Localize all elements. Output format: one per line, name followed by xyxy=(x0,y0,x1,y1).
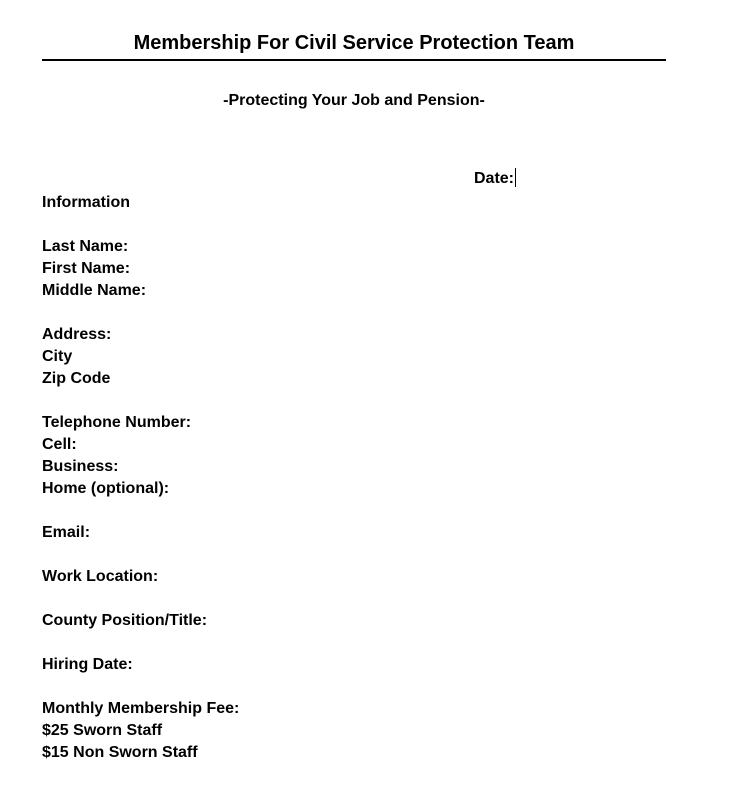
document-subtitle: -Protecting Your Job and Pension- xyxy=(223,92,485,109)
sworn-staff-fee: $25 Sworn Staff xyxy=(42,722,163,739)
document-title: Membership For Civil Service Protection Team xyxy=(42,30,666,61)
membership-fee-label: Monthly Membership Fee: xyxy=(42,700,240,717)
cell-label: Cell: xyxy=(42,436,77,453)
non-sworn-staff-fee: $15 Non Sworn Staff xyxy=(42,744,198,761)
date-field[interactable] xyxy=(474,168,516,190)
email-label: Email: xyxy=(42,524,91,541)
work-location-label: Work Location: xyxy=(42,568,159,585)
last-name-label: Last Name: xyxy=(42,238,129,255)
business-label: Business: xyxy=(42,458,119,475)
middle-name-label: Middle Name: xyxy=(42,282,147,299)
home-phone-label: Home (optional): xyxy=(42,480,170,497)
section-heading-information: Information xyxy=(42,194,130,211)
text-cursor xyxy=(515,168,516,187)
telephone-number-label: Telephone Number: xyxy=(42,414,192,431)
first-name-label: First Name: xyxy=(42,260,131,277)
hiring-date-label: Hiring Date: xyxy=(42,656,133,673)
county-position-label: County Position/Title: xyxy=(42,612,208,629)
city-label: City xyxy=(42,348,73,365)
zip-code-label: Zip Code xyxy=(42,370,111,387)
address-label: Address: xyxy=(42,326,112,343)
date-label: Date: xyxy=(474,170,515,187)
